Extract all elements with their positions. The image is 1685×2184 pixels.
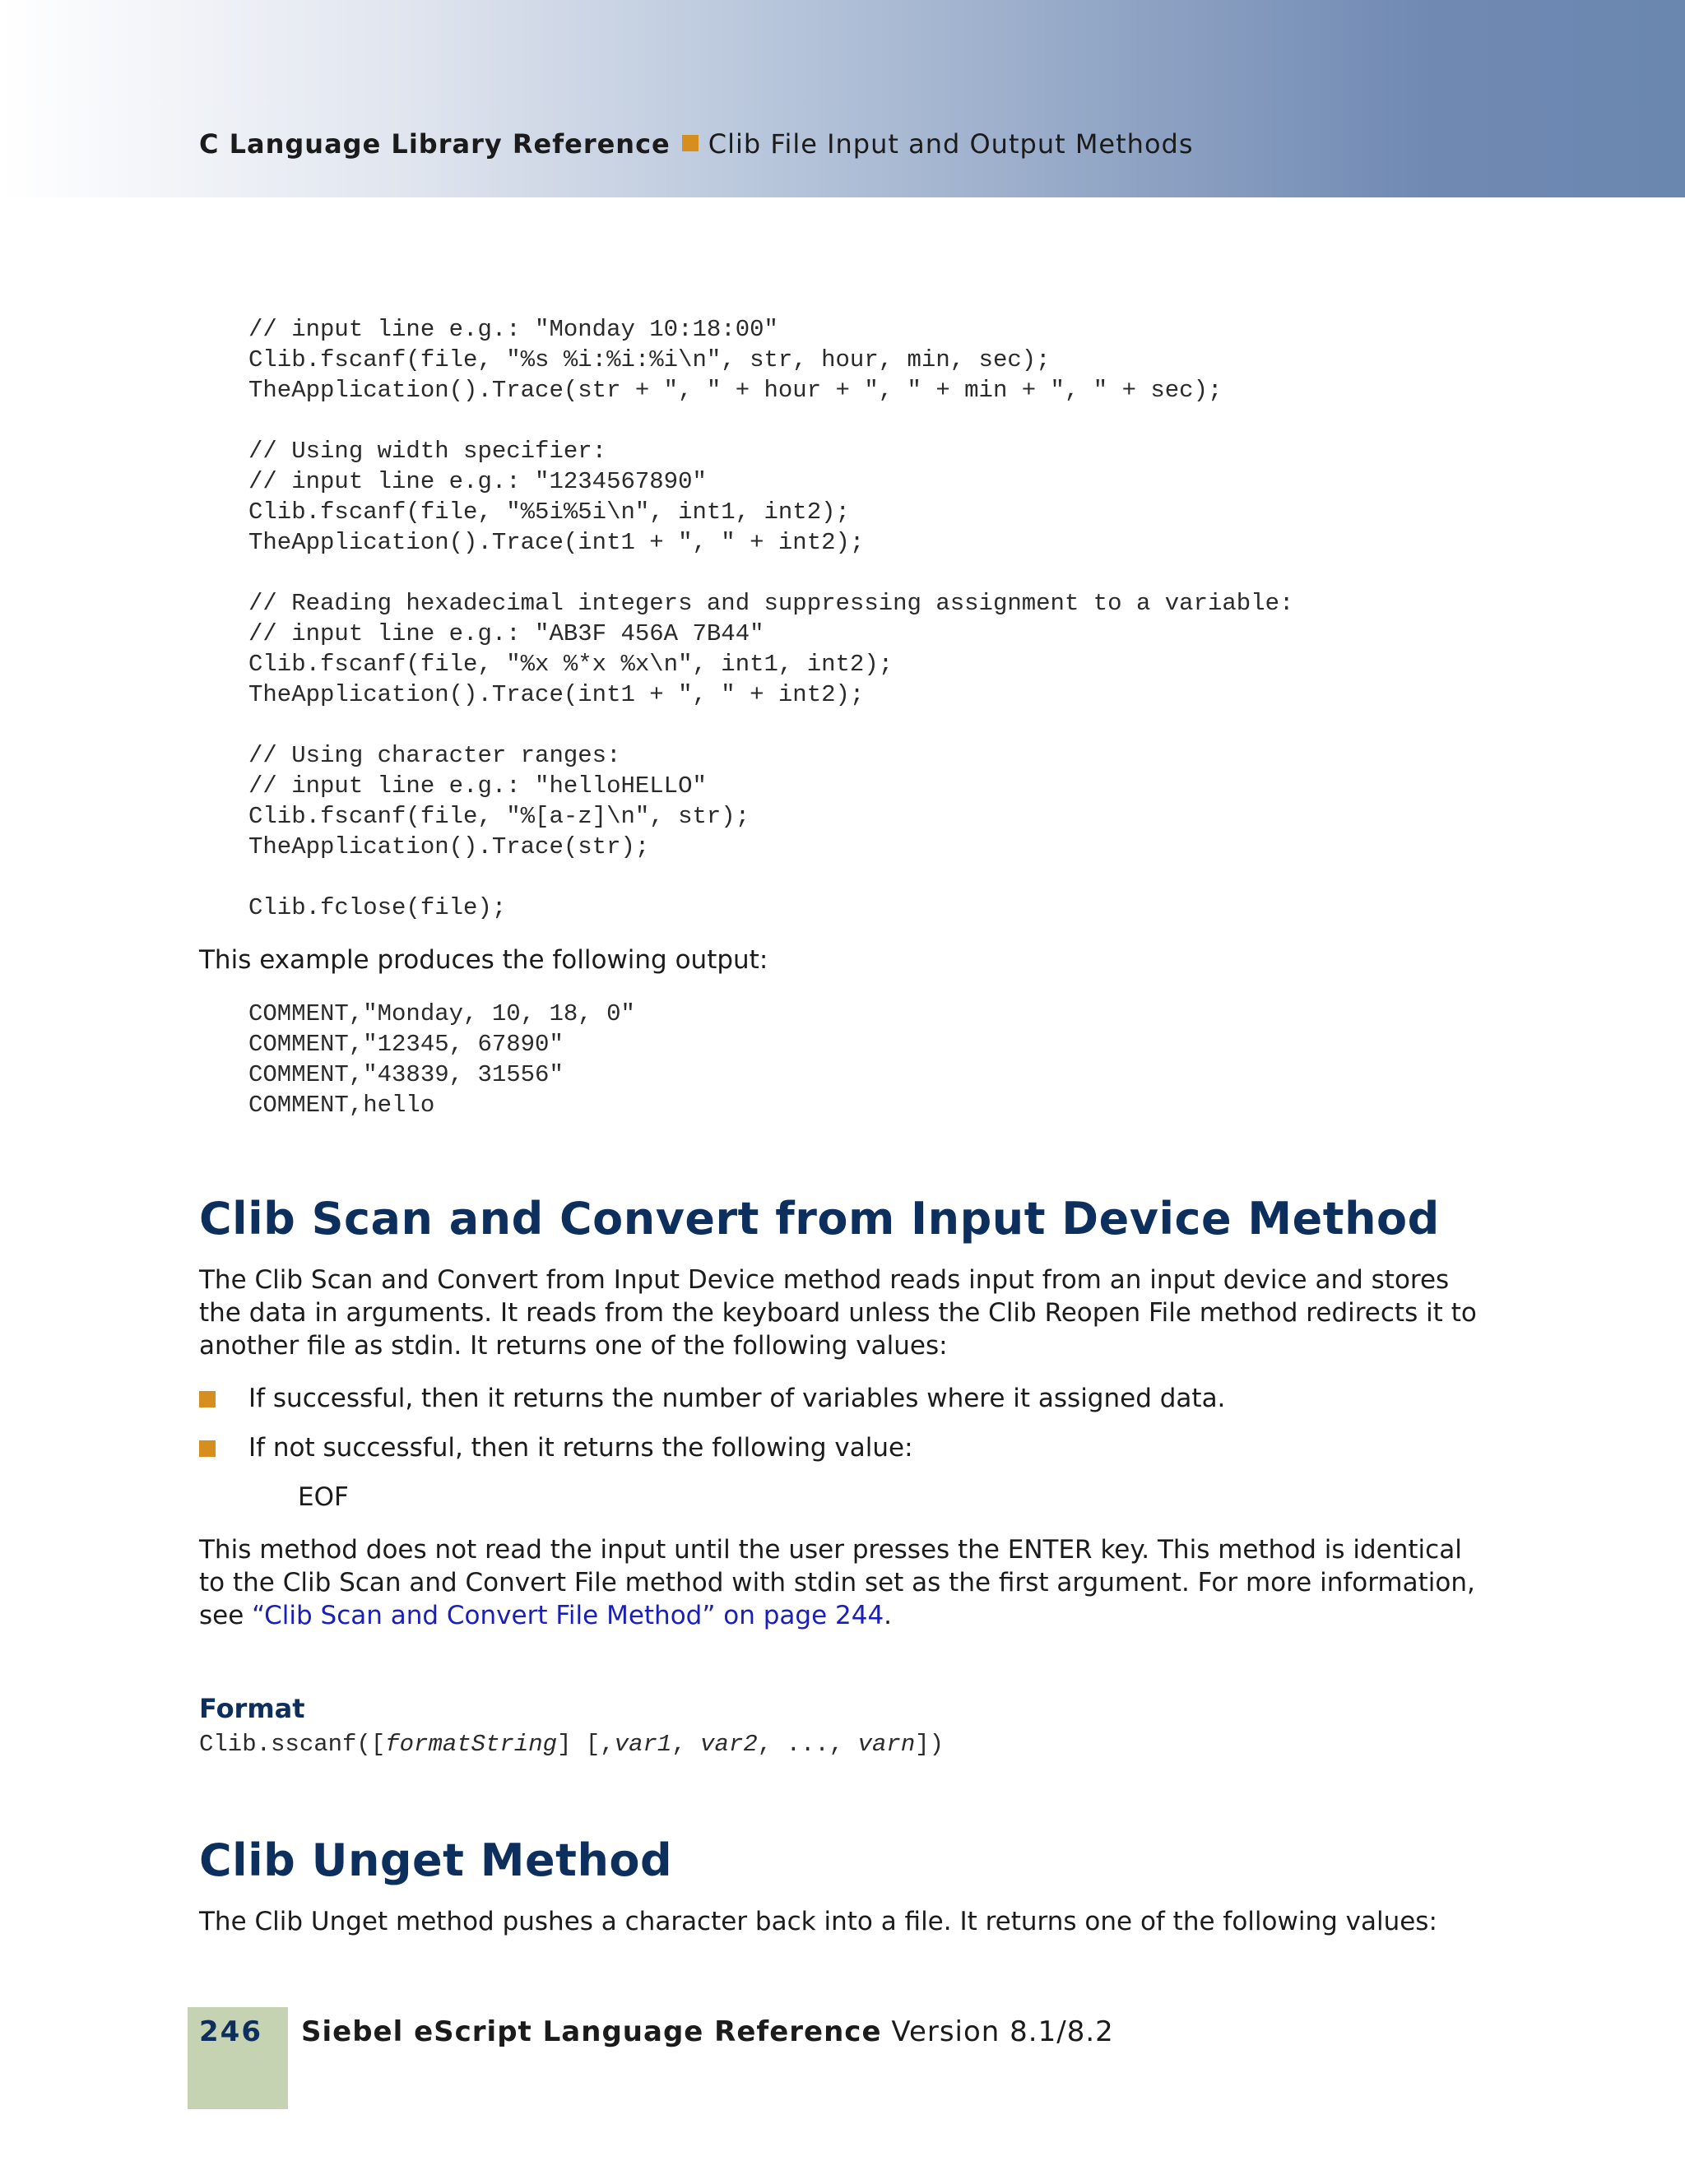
cross-reference-link[interactable]: “Clib Scan and Convert File Method” on page 244 bbox=[252, 1601, 884, 1630]
code-line: Clib.fscanf(file, "%[a-z]\n", str); bbox=[248, 803, 750, 830]
syntax-format-string: formatString bbox=[385, 1731, 558, 1758]
code-line: Clib.fscanf(file, "%5i%5i\n", int1, int2); bbox=[248, 498, 850, 526]
code-block-fscanf bbox=[248, 314, 1293, 923]
syntax-mid: ] [, bbox=[557, 1731, 615, 1758]
syntax-sep1: , bbox=[671, 1731, 701, 1758]
page-number: 246 bbox=[199, 2015, 262, 2048]
syntax-var1: var1 bbox=[614, 1731, 672, 1758]
code-line: Clib.fscanf(file, "%s %i:%i:%i\n", str, hour, min, sec); bbox=[248, 346, 1051, 373]
code-line: TheApplication().Trace(str + ", " + hour + ", " + min + ", " + sec); bbox=[248, 377, 1223, 404]
bullet-square-icon bbox=[199, 1440, 216, 1457]
format-label: Format bbox=[199, 1693, 305, 1724]
code-line: // input line e.g.: "Monday 10:18:00" bbox=[248, 316, 778, 343]
code-line: // input line e.g.: "1234567890" bbox=[248, 468, 707, 495]
code-line: TheApplication().Trace(int1 + ", " + int2); bbox=[248, 529, 865, 556]
syntax-suffix: ]) bbox=[915, 1731, 945, 1758]
code-line: Clib.fscanf(file, "%x %*x %x\n", int1, int2); bbox=[248, 651, 894, 678]
footer-title bbox=[301, 2015, 1114, 2048]
code-line: // Using character ranges: bbox=[248, 742, 621, 769]
section-title: Clib File Input and Output Methods bbox=[708, 128, 1194, 160]
running-header bbox=[199, 128, 1194, 160]
code-block-output bbox=[248, 999, 635, 1120]
syntax-prefix: Clib.sscanf([ bbox=[199, 1731, 386, 1758]
syntax-var2: var2 bbox=[700, 1731, 758, 1758]
code-line: Clib.fclose(file); bbox=[248, 894, 507, 921]
header-separator-square bbox=[682, 135, 699, 151]
method-note bbox=[199, 1533, 1483, 1632]
book-title: Siebel eScript Language Reference bbox=[301, 2015, 882, 2048]
code-line: // input line e.g.: "AB3F 456A 7B44" bbox=[248, 620, 764, 647]
code-line: TheApplication().Trace(str); bbox=[248, 833, 650, 860]
code-line: COMMENT,"Monday, 10, 18, 0" bbox=[248, 1000, 635, 1027]
method-note-end: . bbox=[884, 1601, 893, 1630]
section-intro-unget: The Clib Unget method pushes a character back into a file. It returns one of the following values: bbox=[199, 1907, 1437, 1936]
syntax-sep2: , ..., bbox=[757, 1731, 858, 1758]
section-heading-scan-convert: Clib Scan and Convert from Input Device Method bbox=[199, 1193, 1440, 1245]
code-line: TheApplication().Trace(int1 + ", " + int2); bbox=[248, 681, 865, 708]
chapter-title: C Language Library Reference bbox=[199, 128, 671, 160]
code-line: COMMENT,hello bbox=[248, 1092, 435, 1119]
code-line: COMMENT,"43839, 31556" bbox=[248, 1061, 564, 1088]
eof-value: EOF bbox=[298, 1482, 349, 1512]
section-intro-scan-convert: The Clib Scan and Convert from Input Device method reads input from an input device and stores the data in arguments. It reads from the keyboard unless the Clib Reopen File method redirects it to another file as stdin. It returns one of the following values: bbox=[199, 1265, 1477, 1361]
book-version: Version 8.1/8.2 bbox=[891, 2015, 1114, 2048]
bullet-square-icon bbox=[199, 1391, 216, 1407]
list-item-text: If successful, then it returns the number of variables where it assigned data. bbox=[248, 1384, 1226, 1413]
format-syntax bbox=[199, 1731, 944, 1758]
header-band bbox=[0, 0, 1685, 197]
code-line: // input line e.g.: "helloHELLO" bbox=[248, 772, 707, 800]
list-item-text: If not successful, then it returns the following value: bbox=[248, 1433, 913, 1463]
syntax-varn: varn bbox=[857, 1731, 916, 1758]
code-line: // Using width specifier: bbox=[248, 438, 607, 465]
code-line: COMMENT,"12345, 67890" bbox=[248, 1031, 564, 1058]
output-intro: This example produces the following output: bbox=[199, 945, 768, 975]
section-heading-unget: Clib Unget Method bbox=[199, 1834, 673, 1886]
method-note-text: This method does not read the input until the user presses the ENTER key. This method is identical to the Clib Scan and Convert File method with stdin set as the first argument. For more information, see bbox=[199, 1535, 1475, 1630]
code-line: // Reading hexadecimal integers and suppressing assignment to a variable: bbox=[248, 590, 1294, 617]
